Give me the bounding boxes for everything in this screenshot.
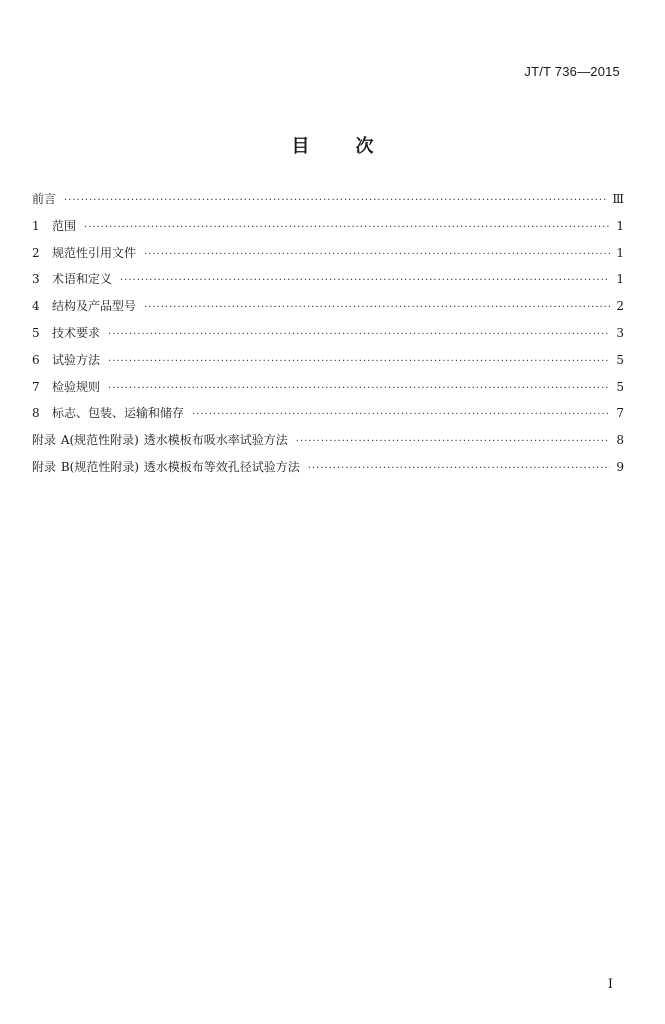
appendix-prefix: 附录 B(规范性附录) — [32, 459, 139, 474]
standard-code: JT/T 736—2015 — [524, 64, 620, 79]
toc-leader-dots — [144, 302, 610, 313]
toc-leader-dots — [108, 329, 610, 340]
toc-page: 7 — [616, 406, 624, 421]
toc-number: 7 — [32, 379, 40, 394]
toc-leader-dots — [192, 409, 610, 420]
toc-page: 2 — [616, 299, 624, 314]
appendix-prefix: 附录 A(规范性附录) — [32, 433, 139, 448]
toc-page: Ⅲ — [612, 192, 624, 206]
toc-label: 检验规则 — [52, 379, 101, 394]
toc-entry[interactable] — [32, 297, 624, 324]
toc-entry-foreword[interactable] — [32, 190, 624, 217]
toc-page: 3 — [616, 325, 624, 340]
toc-page: 9 — [616, 459, 624, 474]
toc-leader-dots — [308, 463, 611, 474]
page-number: I — [607, 977, 613, 992]
toc-number: 3 — [32, 272, 40, 287]
appendix-title: 透水模板布等效孔径试验方法 — [143, 459, 300, 474]
toc-label: 前言 — [32, 192, 57, 206]
toc-page: 1 — [616, 218, 624, 233]
toc-leader-dots — [108, 383, 610, 394]
toc-leader-dots — [144, 249, 610, 260]
toc-leader-dots — [84, 222, 610, 233]
toc-number: 2 — [32, 245, 40, 260]
toc-leader-dots — [296, 436, 611, 447]
toc-label: 试验方法 — [52, 352, 101, 367]
toc-leader-dots — [64, 195, 606, 206]
toc-label: 技术要求 — [52, 325, 101, 340]
page-title — [0, 132, 665, 158]
toc-label: 范围 — [52, 218, 77, 233]
toc-page: 5 — [616, 352, 624, 367]
table-of-contents — [32, 190, 624, 485]
toc-number: 8 — [32, 406, 40, 421]
toc-number: 4 — [32, 299, 40, 314]
toc-entry-appendix-b[interactable] — [32, 458, 624, 485]
toc-entry[interactable] — [32, 378, 624, 405]
appendix-title: 透水模板布吸水率试验方法 — [143, 433, 288, 448]
title-char-2: 次 — [355, 136, 374, 157]
toc-page: 5 — [616, 379, 624, 394]
toc-label: 标志、包装、运输和储存 — [52, 406, 185, 421]
toc-label: 术语和定义 — [52, 272, 113, 287]
toc-leader-dots — [120, 275, 610, 286]
toc-leader-dots — [108, 356, 610, 367]
toc-entry[interactable] — [32, 404, 624, 431]
toc-entry[interactable] — [32, 217, 624, 244]
toc-label: 规范性引用文件 — [52, 245, 137, 260]
toc-entry[interactable] — [32, 324, 624, 351]
toc-entry[interactable] — [32, 351, 624, 378]
toc-page: 1 — [616, 272, 624, 287]
toc-entry[interactable] — [32, 270, 624, 297]
toc-label: 结构及产品型号 — [52, 299, 137, 314]
toc-number: 1 — [32, 218, 40, 233]
title-char-1: 目 — [291, 136, 310, 157]
toc-entry[interactable] — [32, 244, 624, 271]
toc-page: 8 — [616, 433, 624, 448]
toc-entry-appendix-a[interactable] — [32, 431, 624, 458]
toc-number: 6 — [32, 352, 40, 367]
toc-number: 5 — [32, 325, 40, 340]
toc-page: 1 — [616, 245, 624, 260]
